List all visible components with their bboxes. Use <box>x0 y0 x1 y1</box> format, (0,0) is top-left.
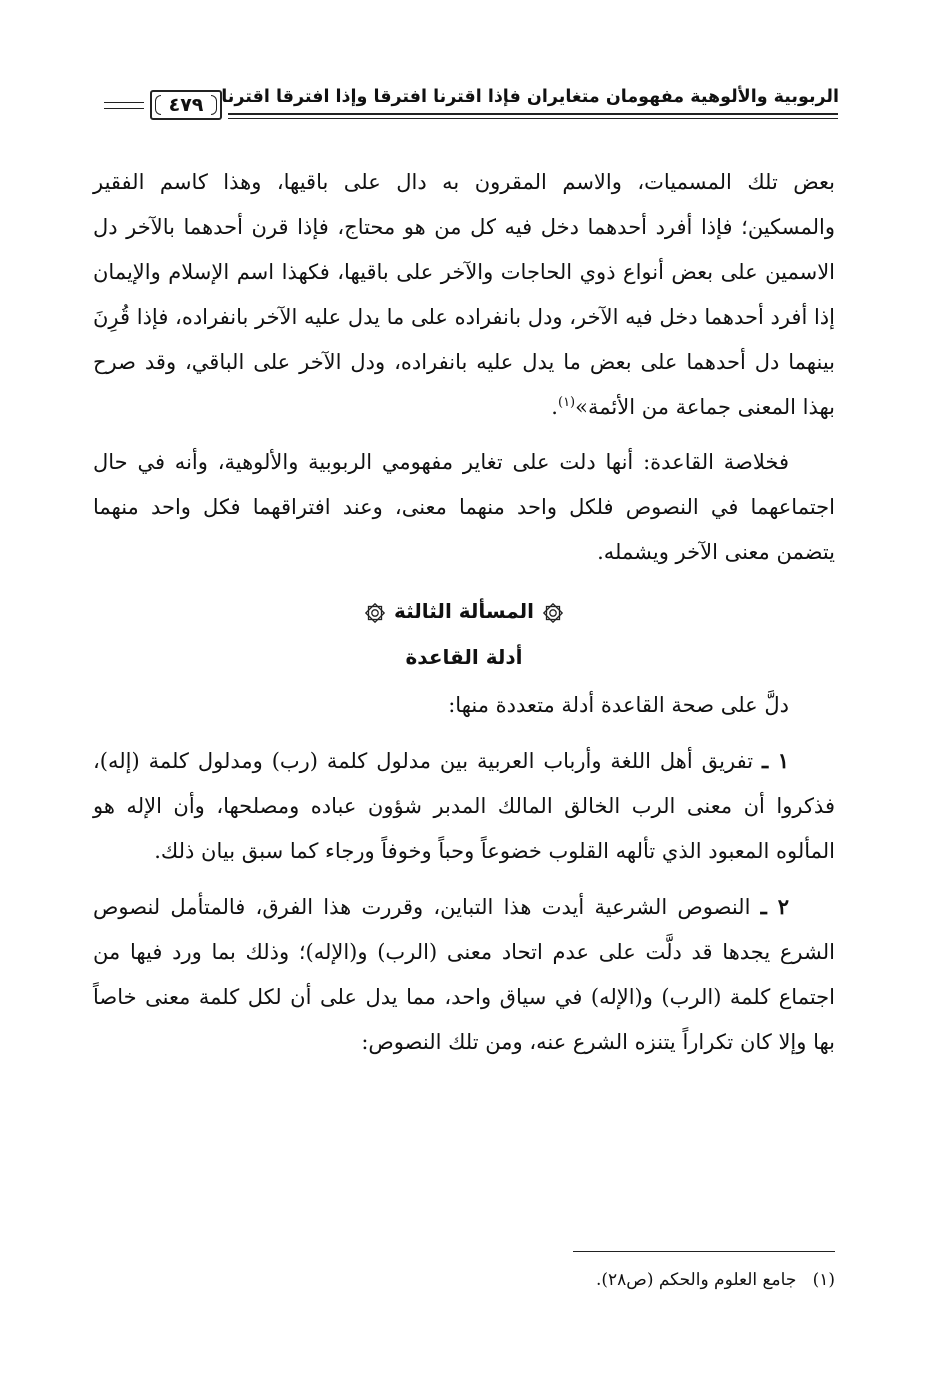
octagram-ornament-icon <box>364 602 386 624</box>
footnote-marker: (١) <box>812 1270 835 1290</box>
header-rule-right-lower <box>228 118 838 119</box>
section-subheading: أدلة القاعدة <box>405 645 523 669</box>
paragraph-evidence-intro: دلَّ على صحة القاعدة أدلة متعددة منها: <box>448 693 789 717</box>
running-title: الربوبية والألوهية مفهومان متغايران فإذا اقترنا افترقا وإذا افترقا اقترنا <box>221 87 839 107</box>
item-2-text: النصوص الشرعية أيدت هذا التباين، وقررت هذا الفرق، فالمتأمل لنصوص الشرع يجدها قد دلَّت على عدم اتحاد معنى (الرب) و(الإله)؛ وذلك بما ورد فيها من اجتماع كلمة (الرب) و(الإله) في سياق واحد، مما يدل على أن لكل كلمة معنى خاصاً بها وإلا كان تكراراً يتنزه الشرع عنه، ومن تلك النصوص: <box>93 895 835 1054</box>
section-heading <box>93 589 835 633</box>
item-1-text: تفريق أهل اللغة وأرباب العربية بين مدلول كلمة (رب) ومدلول كلمة (إله)، فذكروا أن معنى الرب الخالق المالك المدبر شؤون عباده ومصلحها، وأن الإله هو المألوه المعبود الذي تألهه القلوب خضوعاً وحباً وخوفاً ورجاء كما سبق بيان ذلك. <box>93 749 835 863</box>
item-2-number: ٢ ـ <box>760 894 789 919</box>
page-number: ٤٧٩ <box>168 94 204 116</box>
page-number-frame <box>150 90 222 120</box>
paragraph-continued <box>93 160 835 430</box>
item-1-number: ١ ـ <box>762 748 789 773</box>
paragraph-summary: فخلاصة القاعدة: أنها دلت على تغاير مفهومي الربوبية والألوهية، وأنه في حال اجتماعهما في النصوص فلكل واحد منهما معنى، وعند افتراقهما فكل واحد منهما يتضمن معنى الآخر ويشمله. <box>93 450 835 564</box>
footnote-reference: (١) <box>557 395 576 410</box>
octagram-ornament-icon <box>542 602 564 624</box>
evidence-item-2 <box>93 884 835 1065</box>
section-heading-text: المسألة الثالثة <box>393 599 535 623</box>
evidence-item-1 <box>93 738 835 874</box>
header-rule-right-upper <box>228 113 838 115</box>
footnote-separator <box>573 1251 835 1252</box>
paragraph-1-end: . <box>551 395 558 419</box>
header-rule-left-upper <box>104 102 144 103</box>
paragraph-1-text: بعض تلك المسميات، والاسم المقرون به دال على باقيها، وهذا كاسم الفقير والمسكين؛ فإذا أفرد أحدهما دخل فيه كل من هو محتاج، فإذا قرن أحدهما بالآخر دل الاسمين على بعض أنواع ذوي الحاجات والآخر على باقيها، فكهذا اسم الإسلام والإيمان إذا أفرد أحدهما دخل فيه الآخر، ودل بانفراده على ما يدل عليه الآخر بانفراده، فإذا قُرِنَ بينهما دل أحدهما على بعض ما يدل عليه بانفراده، ودل الآخر على الباقي، وقد صرح بهذا المعنى جماعة من الأئمة» <box>93 170 835 419</box>
header-rule-left-lower <box>104 108 144 109</box>
footnote <box>95 1266 835 1294</box>
footnote-text: جامع العلوم والحكم (ص٢٨). <box>595 1270 797 1290</box>
main-text <box>93 160 835 1065</box>
